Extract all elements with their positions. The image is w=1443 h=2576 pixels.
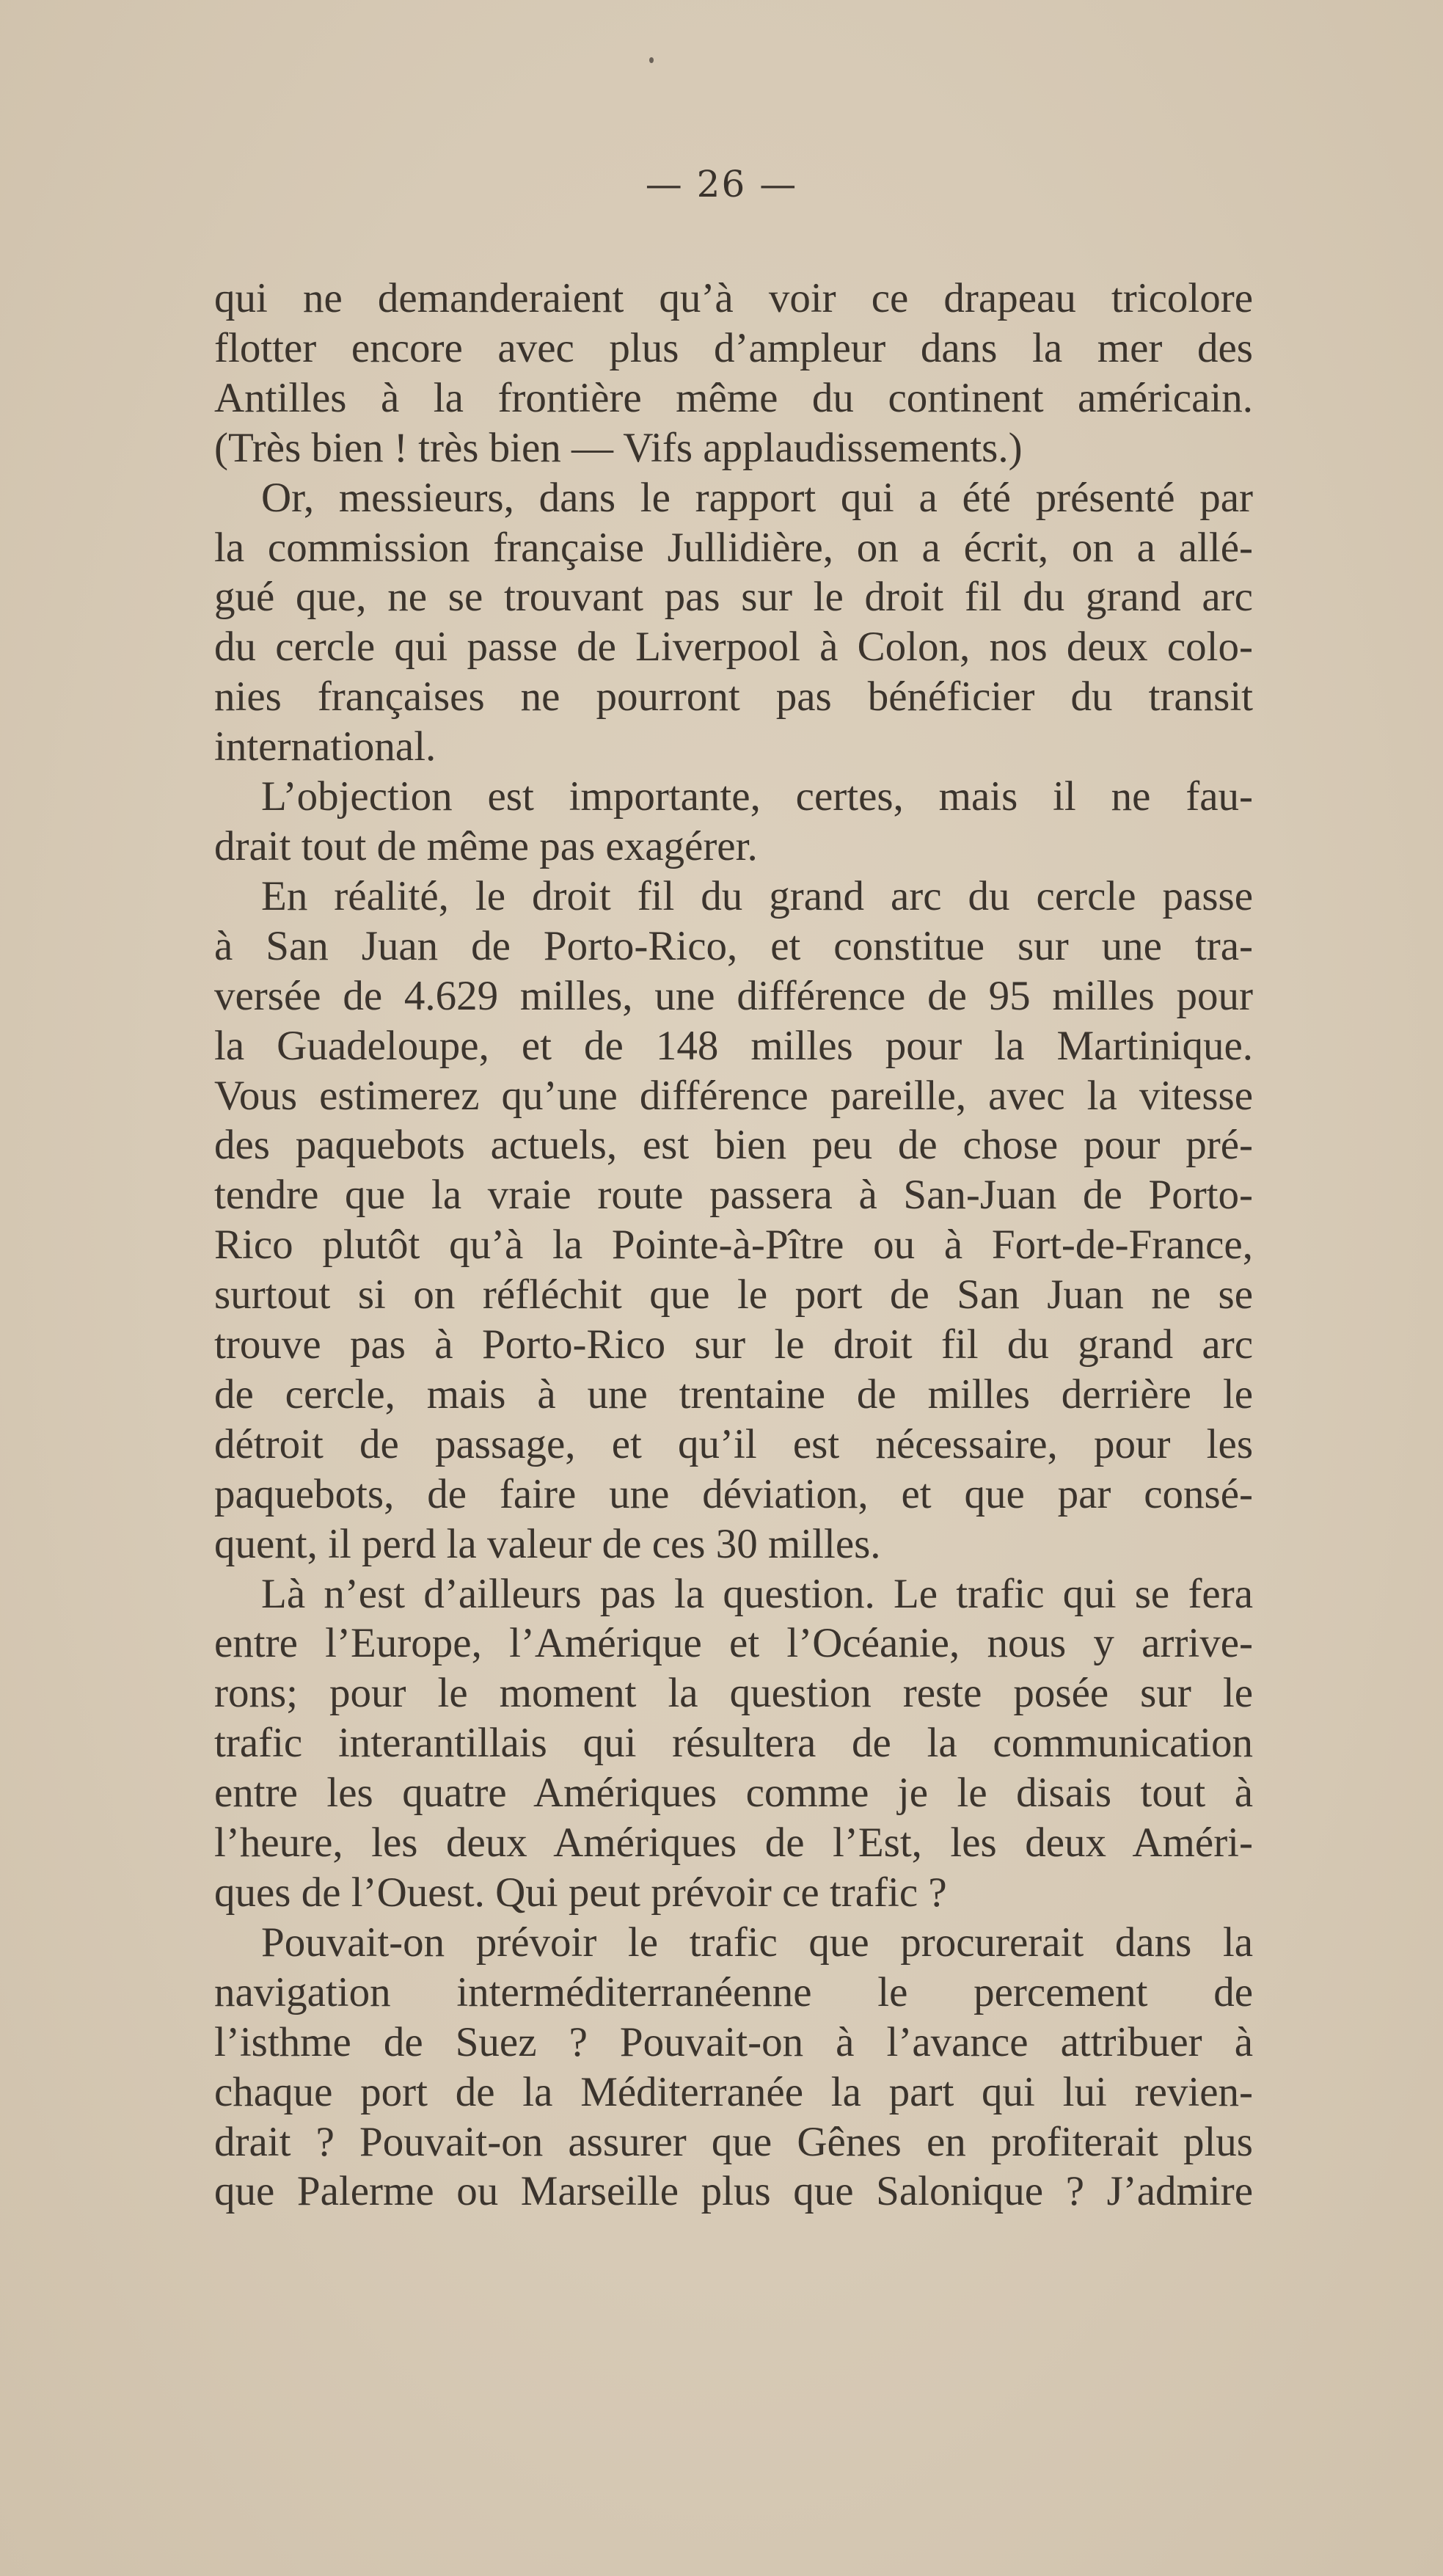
text-line: Or, messieurs, dans le rapport qui a été présenté par xyxy=(261,474,1253,521)
text-line: trouve pas à Porto-Rico sur le droit fil du grand arc xyxy=(214,1321,1253,1368)
page-number: — 26 — xyxy=(645,163,798,205)
text-line: l’isthme de Suez ? Pouvait-on à l’avance attribuer à xyxy=(214,2018,1253,2065)
text-line: qui ne demanderaient qu’à voir ce drapeau tricolore xyxy=(214,275,1253,321)
text-line: la commission française Jullidière, on a écrit, on a allé- xyxy=(214,524,1253,571)
text-line: surtout si on réfléchit que le port de San Juan ne se xyxy=(214,1271,1253,1318)
text-line: entre les quatre Amériques comme je le disais tout à xyxy=(214,1770,1253,1817)
text-line: Vous estimerez qu’une différence pareille, avec la vitesse xyxy=(214,1072,1253,1119)
text-line: du cercle qui passe de Liverpool à Colon, nos deux colo- xyxy=(214,624,1253,671)
text-line: Rico plutôt qu’à la Pointe-à-Pître ou à Fort-de-France, xyxy=(214,1222,1253,1269)
text-line: ques de l’Ouest. Qui peut prévoir ce trafic ? xyxy=(214,1869,947,1916)
text-line: international. xyxy=(214,723,436,770)
text-line: la Guadeloupe, et de 148 milles pour la Martinique. xyxy=(214,1022,1253,1069)
text-line: drait ? Pouvait-on assurer que Gênes en profiterait plus xyxy=(214,2118,1253,2165)
text-line: des paquebots actuels, est bien peu de chose pour pré- xyxy=(214,1122,1253,1169)
text-line: Antilles à la frontière même du continent américain. xyxy=(214,374,1253,421)
text-line: navigation interméditerranéenne le percement de xyxy=(214,1969,1253,2015)
text-line: Pouvait-on prévoir le trafic que procurerait dans la xyxy=(261,1919,1253,1966)
text-line: L’objection est importante, certes, mais il ne fau- xyxy=(261,773,1253,820)
text-line: quent, il perd la valeur de ces 30 milles. xyxy=(214,1520,881,1567)
text-line: (Très bien ! très bien — Vifs applaudissements.) xyxy=(214,424,1023,471)
text-line: que Palerme ou Marseille plus que Salonique ? J’admire xyxy=(214,2168,1253,2215)
text-line: paquebots, de faire une déviation, et que par consé- xyxy=(214,1470,1253,1517)
text-line: gué que, ne se trouvant pas sur le droit fil du grand arc xyxy=(214,574,1253,621)
text-line: Là n’est d’ailleurs pas la question. Le trafic qui se fera xyxy=(261,1570,1253,1617)
text-line: versée de 4.629 milles, une différence de 95 milles pour xyxy=(214,972,1253,1019)
body-text xyxy=(214,274,1253,2216)
text-line: entre l’Europe, l’Amérique et l’Océanie, nous y arrive- xyxy=(214,1620,1253,1667)
text-line: de cercle, mais à une trentaine de milles derrière le xyxy=(214,1371,1253,1417)
text-line: flotter encore avec plus d’ampleur dans la mer des xyxy=(214,324,1253,371)
ink-speck xyxy=(649,57,654,63)
text-line: l’heure, les deux Amériques de l’Est, les deux Améri- xyxy=(214,1820,1253,1867)
text-line: trafic interantillais qui résultera de la communication xyxy=(214,1720,1253,1767)
text-line: chaque port de la Méditerranée la part qui lui revien- xyxy=(214,2068,1253,2115)
text-line: nies françaises ne pourront pas bénéficier du transit xyxy=(214,674,1253,720)
text-line: tendre que la vraie route passera à San-Juan de Porto- xyxy=(214,1172,1253,1219)
text-line: à San Juan de Porto-Rico, et constitue sur une tra- xyxy=(214,922,1253,969)
text-line: rons; pour le moment la question reste posée sur le xyxy=(214,1670,1253,1717)
text-line: drait tout de même pas exagérer. xyxy=(214,822,758,869)
text-line: détroit de passage, et qu’il est nécessaire, pour les xyxy=(214,1420,1253,1467)
text-line: En réalité, le droit fil du grand arc du cercle passe xyxy=(261,872,1253,919)
